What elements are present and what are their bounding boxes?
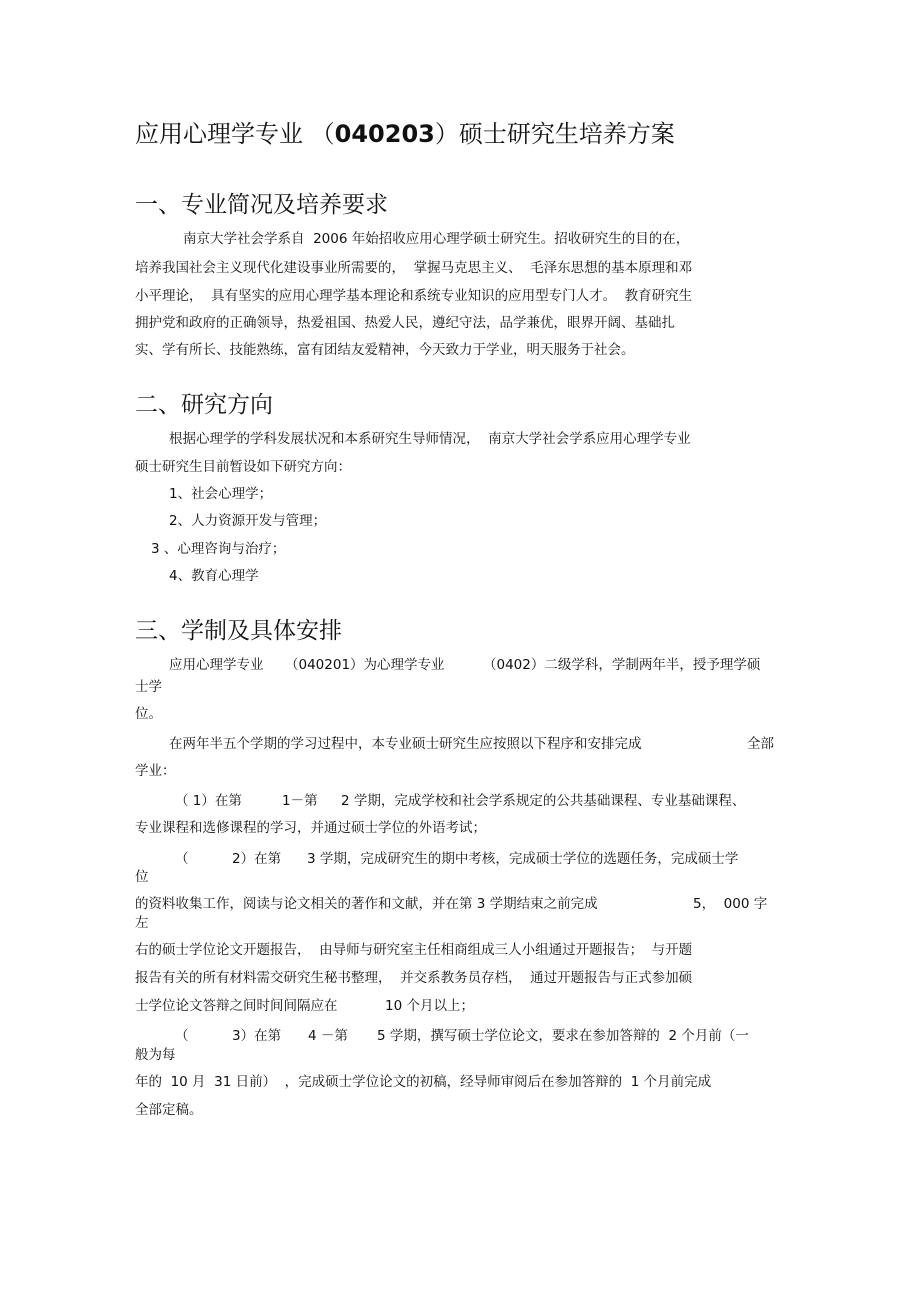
- p1-part-e: 位。: [135, 706, 162, 722]
- p3-part-d: 专业课程和选修课程的学习，并通过硕士学位的外语考试；: [135, 820, 486, 836]
- p4-part-e: 的资料收集工作，阅读与论文相关的著作和文献，并在第 3 学期结束之前完成: [135, 896, 598, 912]
- p5-part-c: 4 －第: [308, 1028, 348, 1044]
- section2-line-2: 硕士研究生目前暂设如下研究方向：: [135, 459, 351, 475]
- p2-part-a: 在两年半五个学期的学习过程中，本专业硕士研究生应按照以下程序和安排完成: [169, 736, 642, 752]
- p5-part-b: 3）在第: [232, 1028, 282, 1044]
- page-title: [135, 118, 675, 150]
- p4-part-c: 3 学期，完成研究生的期中考核，完成硕士学位的选题任务，完成硕士学: [307, 851, 739, 867]
- p2-part-c: 学业：: [135, 763, 176, 779]
- section1-line-4: 拥护党和政府的正确领导，热爱祖国、热爱人民，遵纪守法，品学兼优，眼界开阔、基础扎: [135, 315, 675, 331]
- p5-part-f: 年的 10 月 31 日前） ，完成硕士学位论文的初稿，经导师审阅后在参加答辩的 1 个月前完成: [135, 1074, 712, 1090]
- section1-line-3: 小平理论， 具有坚实的应用心理学基本理论和系统专业知识的应用型专门人才。 教育研究生: [135, 288, 693, 304]
- list-item: 2、人力资源开发与管理；: [169, 513, 327, 529]
- p3-part-b: 1－第: [282, 793, 318, 809]
- p4-part-d: 位: [135, 869, 149, 885]
- p4-part-g: 左: [135, 915, 149, 931]
- p5-part-g: 全部定稿。: [135, 1102, 203, 1118]
- p2-part-b: 全部: [747, 736, 774, 752]
- p1-part-d: 士学: [135, 679, 162, 695]
- list-item: 3 、心理咨询与治疗；: [151, 541, 286, 557]
- title-code: 040203: [334, 120, 435, 148]
- p4-part-i: 报告有关的所有材料需交研究生秘书整理， 并交系教务员存档， 通过开题报告与正式参加硕: [135, 970, 693, 986]
- p3-part-c: 2 学期，完成学校和社会学系规定的公共基础课程、专业基础课程、: [341, 793, 746, 809]
- p1-part-c: （0402）二级学科，学制两年半，授予理学硕: [483, 657, 761, 673]
- p4-part-f: 5， 000 字: [693, 896, 768, 912]
- section1-line-5: 实、学有所长、技能熟练，富有团结友爱精神，今天致力于学业，明天服务于社会。: [135, 342, 635, 358]
- section2-line-1: 根据心理学的学科发展状况和本系研究生导师情况， 南京大学社会学系应用心理学专业: [169, 431, 691, 447]
- p4-part-h: 右的硕士学位论文开题报告， 由导师与研究室主任相商组成三人小组通过开题报告； 与开题: [135, 942, 693, 958]
- p5-part-d: 5 学期，撰写硕士学位论文，要求在参加答辩的 2 个月前（一: [377, 1028, 749, 1044]
- p4-part-b: 2）在第: [232, 851, 282, 867]
- p1-part-b: （040201）为心理学专业: [285, 657, 445, 673]
- list-item: 1、社会心理学；: [169, 486, 273, 502]
- title-part-a: 应用心理学专业 （: [135, 120, 335, 148]
- section-heading-2: 二、研究方向: [135, 392, 273, 418]
- section1-line-2: 培养我国社会主义现代化建设事业所需要的， 掌握马克思主义、 毛泽东思想的基本原理和邓: [135, 260, 693, 276]
- p4-part-k: 10 个月以上；: [385, 998, 474, 1014]
- p5-part-e: 般为每: [135, 1047, 176, 1063]
- section-heading-3: 三、学制及具体安排: [135, 618, 342, 644]
- p1-part-a: 应用心理学专业: [169, 657, 264, 673]
- p3-part-a: （ 1）在第: [175, 793, 242, 809]
- list-item: 4、教育心理学: [169, 568, 259, 584]
- section1-line-1: 南京大学社会学系自 2006 年始招收应用心理学硕士研究生。招收研究生的目的在，: [183, 231, 690, 247]
- title-part-b: ）硕士研究生培养方案: [434, 120, 675, 148]
- p5-part-a: （: [175, 1028, 189, 1044]
- p4-part-j: 士学位论文答辩之间时间间隔应在: [135, 998, 338, 1014]
- section-heading-1: 一、专业简况及培养要求: [135, 192, 388, 218]
- p4-part-a: （: [175, 851, 189, 867]
